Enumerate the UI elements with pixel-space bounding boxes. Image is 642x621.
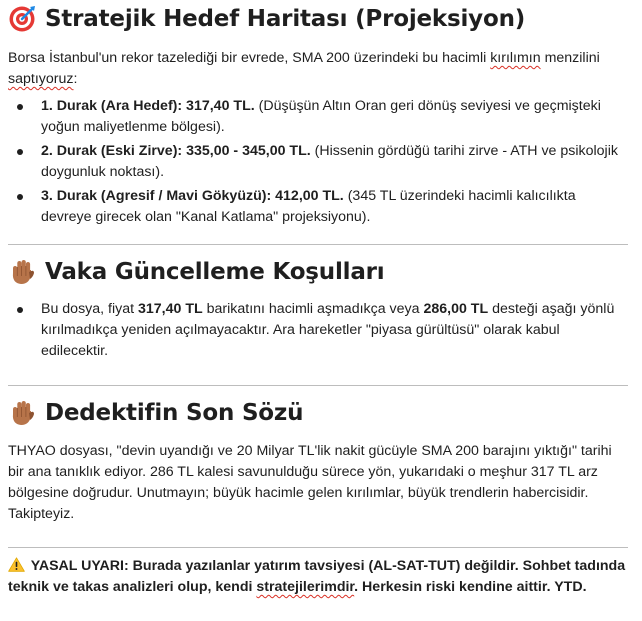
- spellcheck-word: stratejilerimdir: [256, 579, 355, 595]
- closing-paragraph: THYAO dosyası, "devin uyandığı ve 20 Milyar TL'lik nakit gücüyle SMA 200 barajını yıktığı" tarihi bir ana tanıklık ediyor. 286 TL kalesi savunulduğu sürece yön, yukarıdaki o meşhur 317 TL arz bölgesine doğrudur. Unutmayın; büyük hacimle gelen kırılımlar, büyük trendlerin habercisidir. Takipteyiz.: [8, 443, 612, 522]
- target-icon: [8, 5, 36, 33]
- heading-text: Stratejik Hedef Haritası (Projeksiyon): [45, 6, 526, 32]
- target-list: [8, 96, 628, 231]
- heading-text: Dedektifin Son Sözü: [45, 400, 304, 426]
- bullet-icon: [17, 194, 23, 200]
- divider: [8, 547, 628, 548]
- list-item: Bu dosya, fiyat 317,40 TL barikatını hacimli aşmadıkça veya 286,00 TL desteği aşağı yönlü kırılmadıkça yeniden açılmayacaktır. Ara hareketler "piyasa gürültüsü" olarak kabul edilecektir.: [8, 299, 628, 362]
- warning-icon: [8, 557, 25, 572]
- spellcheck-word: kırılımın: [490, 50, 541, 66]
- heading-text: Vaka Güncelleme Koşulları: [45, 259, 385, 285]
- bullet-icon: [17, 307, 23, 313]
- spellcheck-word: saptıyoruz: [8, 71, 74, 87]
- divider: [8, 244, 628, 245]
- divider: [8, 385, 628, 386]
- hand-icon: [8, 258, 36, 286]
- heading-stratejik-hedef: [8, 4, 525, 34]
- condition-list: [8, 299, 628, 365]
- list-item: 3. Durak (Agresif / Mavi Gökyüzü): 412,00 TL. (345 TL üzerindeki hacimli kalıcılıkta devreye girecek olan "Kanal Katlama" projeksiyonu).: [8, 186, 628, 228]
- heading-dedektifin-son-sozu: [8, 398, 303, 428]
- list-item: 2. Durak (Eski Zirve): 335,00 - 345,00 TL. (Hissenin gördüğü tarihi zirve - ATH ve psikolojik doygunluk noktası).: [8, 141, 628, 183]
- hand-icon: [8, 399, 36, 427]
- bullet-icon: [17, 104, 23, 110]
- intro-paragraph: Borsa İstanbul'un rekor tazelediği bir evrede, SMA 200 üzerindeki bu hacimli kırılımın menzilini saptıyoruz:: [8, 50, 600, 87]
- bullet-icon: [17, 149, 23, 155]
- list-item: 1. Durak (Ara Hedef): 317,40 TL. (Düşüşün Altın Oran geri dönüş seviyesi ve geçmişteki yoğun maliyetlenme bölgesi).: [8, 96, 628, 138]
- heading-vaka-guncelleme: [8, 257, 384, 287]
- legal-warning: YASAL UYARI: Burada yazılanlar yatırım tavsiyesi (AL-SAT-TUT) değildir. Sohbet tadında teknik ve takas analizleri olup, kendi stratejilerimdir. Herkesin riski kendine aittir. YTD.: [8, 558, 626, 595]
